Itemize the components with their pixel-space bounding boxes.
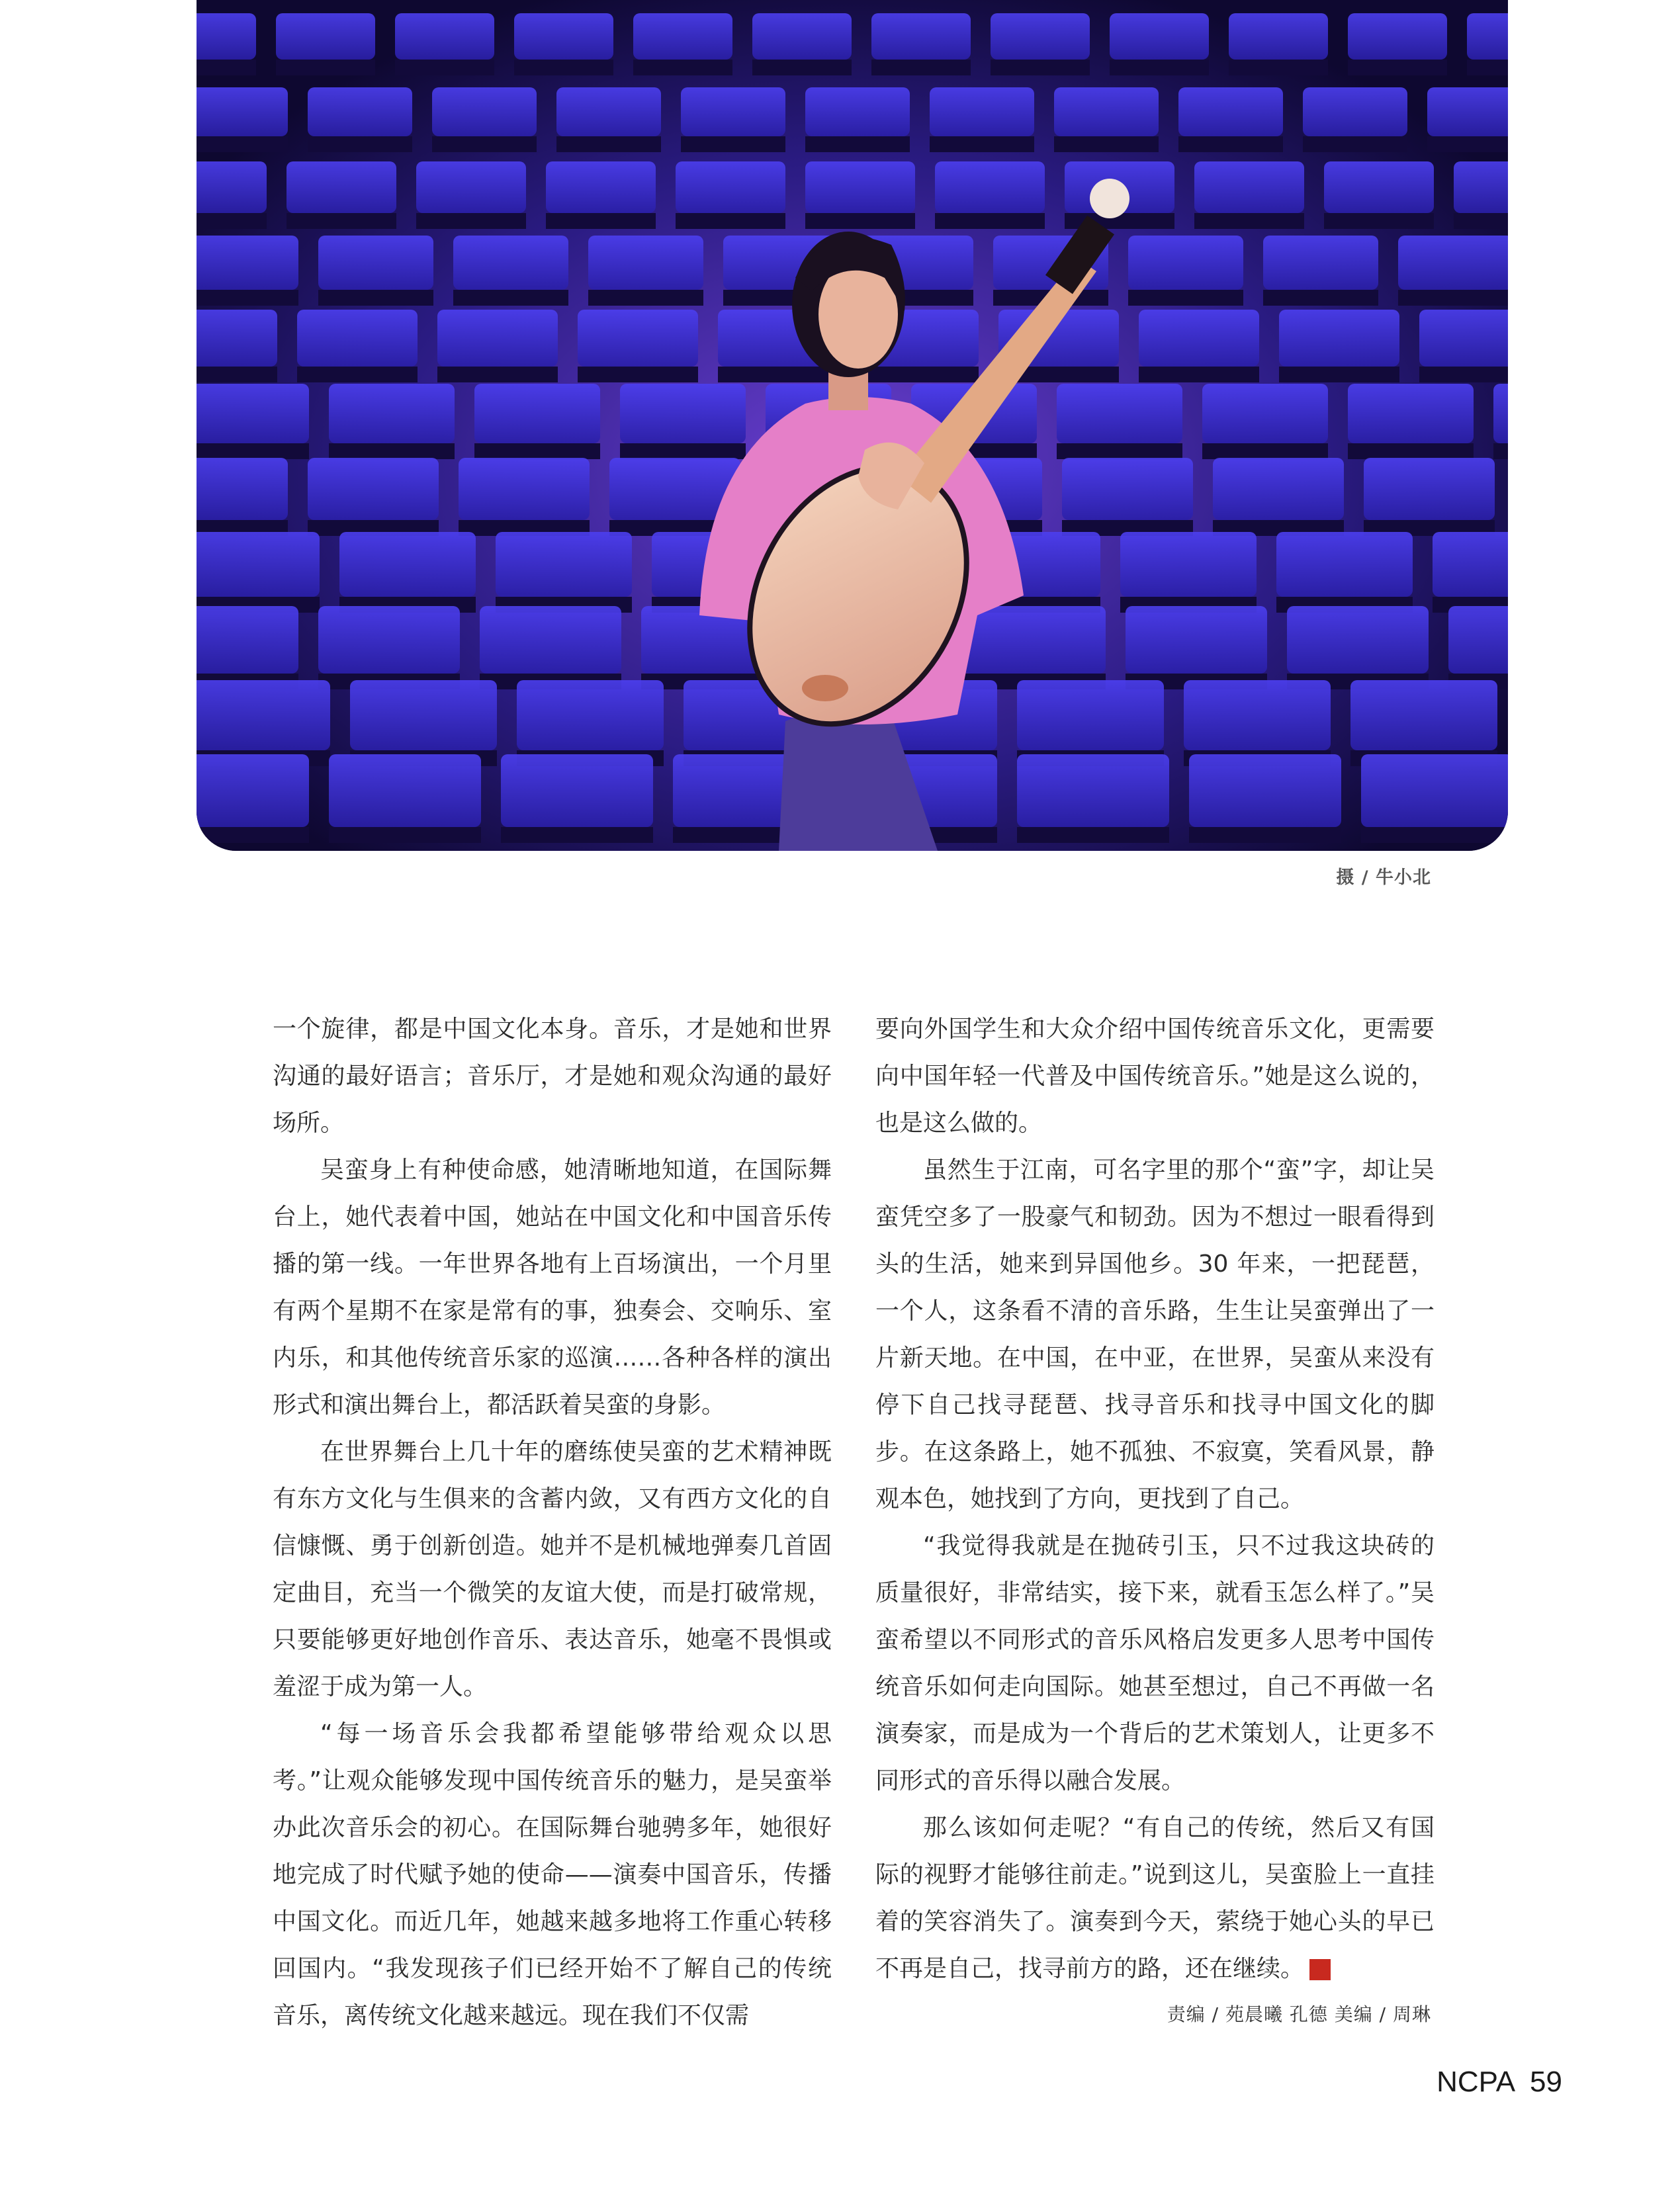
seat <box>1361 754 1508 827</box>
seat-shadow <box>1348 443 1474 459</box>
seat-shadow <box>1361 827 1508 843</box>
seat <box>964 606 1106 674</box>
seat <box>676 161 785 213</box>
seat <box>1017 754 1169 827</box>
seat-shadow <box>620 443 746 459</box>
seat <box>350 680 497 750</box>
seat <box>805 161 915 213</box>
seat <box>459 458 590 520</box>
seat-shadow <box>514 60 613 75</box>
seat <box>480 606 621 674</box>
seat <box>197 680 330 750</box>
seat <box>453 236 568 290</box>
seat-shadow <box>588 290 703 306</box>
seat-shadow <box>329 443 455 459</box>
seat <box>197 87 288 136</box>
page-folio <box>1437 2066 1562 2099</box>
seat-shadow <box>197 367 277 382</box>
seat <box>1364 458 1495 520</box>
seat-shadow <box>1263 290 1378 306</box>
seat <box>1229 13 1328 60</box>
seat <box>1348 384 1474 443</box>
seat <box>197 13 256 60</box>
seat <box>1303 87 1407 136</box>
seat-shadow <box>1057 443 1182 459</box>
seat <box>496 532 632 597</box>
seat <box>197 532 320 597</box>
seat-shadow <box>276 60 375 75</box>
seat <box>1194 161 1304 213</box>
seat-shadow <box>416 213 526 229</box>
seat <box>1139 310 1259 367</box>
seat <box>197 384 309 443</box>
paragraph: “我觉得我就是在抛砖引玉，只不过我这块砖的质量很好，非常结实，接下来，就看玉怎么样了。”吴蛮希望以不同形式的音乐风格启发更多人思考中国传统音乐如何走向国际。她甚至想过，自己不再做一名演奏家，而是成为一个背后的艺术策划人，让更多不同形式的音乐得以融合发展。 <box>875 1532 1435 1794</box>
seat <box>1057 384 1182 443</box>
seat-shadow <box>681 136 785 152</box>
paragraph: 虽然生于江南，可名字里的那个“蛮”字，却让吴蛮凭空多了一股豪气和韧劲。因为不想过一眼看得到头的生活，她来到异国他乡。30 年来，一把琵琶，一个人，这条看不清的音乐路，生生让吴蛮弹出了一片新天地。在中国，在中亚，在世界，吴蛮从来没有停下自己找寻琵琶、找寻音乐和找寻中国文化的脚步。在这条路上，她不孤独、不寂寞，笑看风景，静观本色，她找到了方向，更找到了自己。 <box>875 1157 1435 1512</box>
seat <box>1348 13 1447 60</box>
seat <box>1433 532 1508 597</box>
seat-shadow <box>432 136 537 152</box>
seat-shadow <box>991 60 1090 75</box>
seat-shadow <box>1017 827 1169 843</box>
seat-shadow <box>805 213 915 229</box>
seat <box>432 87 537 136</box>
seat-shadow <box>329 827 481 843</box>
seat <box>339 532 476 597</box>
concert-hall-photo-illustration <box>197 0 1508 851</box>
hero-photo <box>197 0 1508 851</box>
seat-shadow <box>1419 367 1508 382</box>
seat <box>1178 87 1283 136</box>
seat-shadow <box>546 213 656 229</box>
page-number: 59 <box>1530 2066 1562 2098</box>
seat <box>1184 680 1331 750</box>
paragraph: 吴蛮身上有种使命感，她清晰地知道，在国际舞台上，她代表着中国，她站在中国文化和中国音乐传播的第一线。一年世界各地有上百场演出，一个月里有两个星期不在家是常有的事，独奏会、交响乐、室内乐，和其他传统音乐家的巡演……各种各样的演出形式和演出舞台上，都活跃着吴蛮的身影。 <box>273 1157 832 1419</box>
seat-shadow <box>1194 213 1304 229</box>
article-column-right <box>875 1006 1435 1992</box>
end-mark-seal-icon: NCPA <box>1309 1959 1331 1980</box>
seat-shadow <box>935 213 1045 229</box>
seat <box>588 236 703 290</box>
seat-shadow <box>1202 443 1328 459</box>
seat-shadow <box>752 60 852 75</box>
seat-shadow <box>437 367 558 382</box>
seat <box>752 13 852 60</box>
seat-shadow <box>1324 213 1434 229</box>
seat-shadow <box>556 136 661 152</box>
seat-shadow <box>1493 443 1508 459</box>
seat-shadow <box>633 60 732 75</box>
seat-shadow <box>1427 136 1508 152</box>
seat-shadow <box>297 367 418 382</box>
seat <box>416 161 526 213</box>
seat <box>474 384 600 443</box>
seat <box>1062 458 1193 520</box>
seat <box>620 384 746 443</box>
seat <box>1213 458 1344 520</box>
seat <box>633 13 732 60</box>
seat <box>1263 236 1378 290</box>
seat <box>1427 87 1508 136</box>
seat-shadow <box>718 367 838 382</box>
seat-shadow <box>871 60 971 75</box>
editor-credits: 责编 / 苑晨曦 孔德 美编 / 周琳 <box>1167 2003 1431 2025</box>
seat-shadow <box>1054 136 1159 152</box>
seat <box>197 606 298 674</box>
seat <box>1202 384 1328 443</box>
seat-shadow <box>453 290 568 306</box>
seat <box>329 754 481 827</box>
seat-shadow <box>1303 136 1407 152</box>
seat <box>437 310 558 367</box>
paragraph: “每一场音乐会我都希望能够带给观众以思考。”让观众能够发现中国传统音乐的魅力，是吴蛮举办此次音乐会的初心。在国际舞台驰骋多年，她很好地完成了时代赋予她的使命——演奏中国音乐，传播中国文化。而近几年，她越来越多地将工作重心转移回国内。“我发现孩子们已经开始不了解自己的传统音乐，离传统文化越来越远。现在我们不仅需 <box>273 1720 832 2029</box>
seat-shadow <box>197 213 267 229</box>
seat <box>1279 310 1399 367</box>
seat-shadow <box>395 60 494 75</box>
article-column-left <box>273 1006 832 2039</box>
seat-shadow <box>308 136 412 152</box>
seat <box>681 87 785 136</box>
seat <box>197 458 288 520</box>
photo-credit: 摄 / 牛小北 <box>1336 867 1431 888</box>
seat-shadow <box>197 136 288 152</box>
seat-shadow <box>1454 213 1508 229</box>
seat <box>1120 532 1257 597</box>
seat <box>578 310 698 367</box>
seat-shadow <box>1139 367 1259 382</box>
seat <box>517 680 664 750</box>
seat <box>318 236 433 290</box>
seat-shadow <box>501 827 653 843</box>
seat <box>930 87 1034 136</box>
seat <box>1189 754 1341 827</box>
seat <box>1017 680 1164 750</box>
seat <box>935 161 1045 213</box>
seat <box>1110 13 1209 60</box>
seat <box>1126 606 1267 674</box>
seat-shadow <box>1229 60 1328 75</box>
seat-shadow <box>1110 60 1209 75</box>
seat-shadow <box>930 136 1034 152</box>
paragraph-text: 那么该如何走呢？“有自己的传统，然后又有国际的视野才能够往前走。”说到这儿，吴蛮脸上一直挂着的笑容消失了。演奏到今天，萦绕于她心头的早已不再是自己，找寻前方的路，还在继续。 <box>875 1814 1435 1982</box>
seat <box>1419 310 1508 367</box>
seat-shadow <box>1348 60 1447 75</box>
seat <box>308 87 412 136</box>
seat <box>1276 532 1413 597</box>
seat <box>1054 87 1159 136</box>
paragraph <box>875 1804 1435 1992</box>
seat-shadow <box>318 290 433 306</box>
seat <box>805 87 910 136</box>
seat <box>197 310 277 367</box>
seat <box>1287 606 1429 674</box>
seat <box>308 458 439 520</box>
seat-shadow <box>197 290 298 306</box>
seat-shadow <box>1467 60 1508 75</box>
paragraph: 要向外国学生和大众介绍中国传统音乐文化，更需要向中国年轻一代普及中国传统音乐。”她是这么说的，也是这么做的。 <box>875 1016 1435 1137</box>
seat-shadow <box>578 367 698 382</box>
seat-shadow <box>1398 290 1508 306</box>
seat <box>1493 384 1508 443</box>
seat <box>287 161 396 213</box>
seat <box>1454 161 1508 213</box>
seat <box>514 13 613 60</box>
seat-shadow <box>287 213 396 229</box>
seat-shadow <box>1189 827 1341 843</box>
seat <box>197 161 267 213</box>
seat <box>991 13 1090 60</box>
magazine-brand: NCPA <box>1437 2066 1516 2098</box>
seat <box>318 606 460 674</box>
seat-shadow <box>1178 136 1283 152</box>
paragraph: 一个旋律，都是中国文化本身。音乐，才是她和世界沟通的最好语言；音乐厅，才是她和观众沟通的最好场所。 <box>273 1016 832 1137</box>
seat-shadow <box>197 827 309 843</box>
seat-shadow <box>474 443 600 459</box>
seat-shadow <box>197 443 309 459</box>
seat <box>276 13 375 60</box>
seat <box>1128 236 1243 290</box>
seat <box>1324 161 1434 213</box>
seat-shadow <box>805 136 910 152</box>
seat-shadow <box>858 367 979 382</box>
seat <box>395 13 494 60</box>
seat-shadow <box>1128 290 1243 306</box>
seat <box>556 87 661 136</box>
seat-shadow <box>1279 367 1399 382</box>
paragraph: 在世界舞台上几十年的磨练使吴蛮的艺术精神既有东方文化与生俱来的含蓄内敛，又有西方文化的自信慷慨、勇于创新创造。她并不是机械地弹奏几首固定曲目，充当一个微笑的友谊大使，而是打破常规，只要能够更好地创作音乐、表达音乐，她毫不畏惧或羞涩于成为第一人。 <box>273 1438 832 1700</box>
seat-shadow <box>197 60 256 75</box>
seat <box>197 236 298 290</box>
seat <box>1398 236 1508 290</box>
seat-shadow <box>676 213 785 229</box>
seat <box>546 161 656 213</box>
seat <box>1350 680 1497 750</box>
seat <box>1448 606 1508 674</box>
seat <box>1467 13 1508 60</box>
seat <box>871 13 971 60</box>
seat <box>501 754 653 827</box>
seat <box>297 310 418 367</box>
seat <box>329 384 455 443</box>
seat <box>197 754 309 827</box>
